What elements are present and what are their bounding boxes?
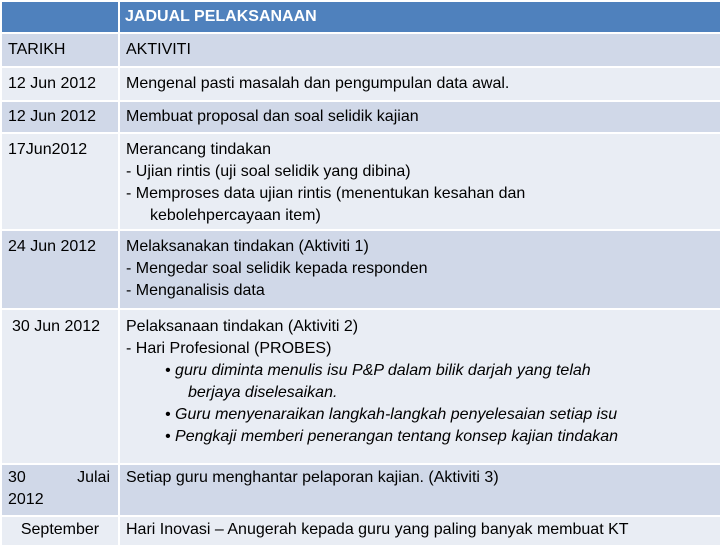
row-activity: Mengenal pasti masalah dan pengumpulan data awal. — [119, 67, 720, 101]
header-date: TARIKH — [1, 33, 119, 67]
activity-bullet-cont: berjaya diselesaikan. — [188, 384, 338, 401]
header-activity: AKTIVITI — [119, 33, 720, 67]
activity-bullet: • Pengkaji memberi penerangan tentang konsep kajian tindakan — [165, 428, 619, 445]
row-date: 12 Jun 2012 — [1, 67, 119, 101]
activity-bullet: • guru diminta menulis isu P&P dalam bilik darjah yang telah — [165, 362, 591, 379]
table-header-row — [1, 33, 720, 67]
row-date: 12 Jun 2012 — [1, 101, 119, 133]
row-activity: Membuat proposal dan soal selidik kajian — [119, 101, 720, 133]
activity-sub-item: - Memproses data ujian rintis (menentukan kesahan dan — [126, 185, 526, 202]
date-day: 30 — [8, 469, 26, 486]
row-date: 17Jun2012 — [1, 133, 119, 230]
table-row — [1, 101, 720, 133]
row-activity: Setiap guru menghantar pelaporan kajian. (Aktiviti 3) — [119, 464, 720, 516]
table-row — [1, 516, 720, 546]
row-date: 30 Jun 2012 — [1, 309, 119, 464]
row-activity: Hari Inovasi – Anugerah kepada guru yang paling banyak membuat KT — [119, 516, 720, 546]
row-activity — [119, 133, 720, 230]
activity-heading: Merancang tindakan — [126, 141, 271, 158]
row-date — [1, 464, 119, 516]
activity-sub-item: - Menganalisis data — [126, 282, 265, 299]
row-date: 24 Jun 2012 — [1, 230, 119, 309]
title-blank-cell — [1, 1, 119, 33]
table-row — [1, 309, 720, 464]
row-activity — [119, 309, 720, 464]
activity-bullet: • Guru menyenaraikan langkah-langkah penyelesaian setiap isu — [165, 406, 618, 423]
row-date: September — [1, 516, 119, 546]
activity-sub-item-cont: kebolehpercayaan item) — [150, 207, 321, 224]
date-month: Julai — [77, 469, 110, 486]
activity-sub-item: - Ujian rintis (uji soal selidik yang dibina) — [126, 163, 411, 180]
table-row — [1, 230, 720, 309]
activity-sub-item: - Hari Profesional (PROBES) — [126, 340, 332, 357]
table-title-row — [1, 1, 720, 33]
activity-heading: Pelaksanaan tindakan (Aktiviti 2) — [126, 318, 359, 335]
table-row — [1, 133, 720, 230]
activity-heading: Melaksanakan tindakan (Aktiviti 1) — [126, 238, 369, 255]
row-activity — [119, 230, 720, 309]
table-row — [1, 464, 720, 516]
table-title: JADUAL PELAKSANAAN — [119, 1, 720, 33]
table-row — [1, 67, 720, 101]
date-year: 2012 — [8, 491, 44, 508]
activity-sub-item: - Mengedar soal selidik kepada responden — [126, 260, 428, 277]
